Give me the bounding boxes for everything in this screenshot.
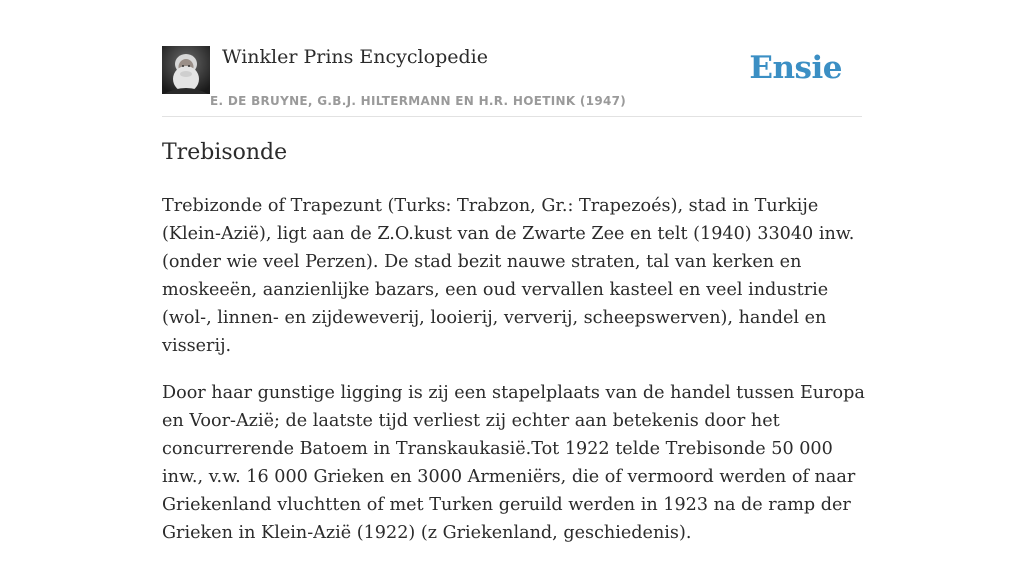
authors-credit: E. DE BRUYNE, G.B.J. HILTERMANN EN H.R. HOETINK (1947): [210, 94, 627, 108]
site-header: [162, 44, 862, 117]
author-avatar: [162, 46, 210, 94]
author-portrait-image: [162, 46, 210, 94]
ensie-logo-link[interactable]: Ensie: [749, 50, 842, 86]
site-title[interactable]: Winkler Prins Encyclopedie: [222, 46, 488, 68]
article-paragraph-2: Door haar gunstige ligging is zij een stapelplaats van de handel tussen Europa en Voor-Azië; de laatste tijd verliest zij echter aan betekenis door het concurrerende Batoem in Transkaukasië.Tot 1922 telde Trebisonde 50 000 inw., v.w. 16 000 Grieken en 3000 Armeniërs, die of vermoord werden of naar Griekenland vluchtten of met Turken geruild werden in 1923 na de ramp der Grieken in Klein-Azië (1922) (z Griekenland, geschiedenis).: [162, 383, 865, 543]
article-body: [162, 192, 868, 566]
article-paragraph-1: Trebizonde of Trapezunt (Turks: Trabzon, Gr.: Trapezoés), stad in Turkije (Klein-Azië), ligt aan de Z.O.kust van de Zwarte Zee en telt (1940) 33040 inw. (onder wie veel Perzen). De stad bezit nauwe straten, tal van kerken en moskeeën, aanzienlijke bazars, een oud vervallen kasteel en veel industrie (wol-, linnen- en zijdeweverij, looierij, ververij, scheepswerven), handel en visserij.: [162, 196, 855, 356]
article-title: Trebisonde: [162, 140, 288, 165]
